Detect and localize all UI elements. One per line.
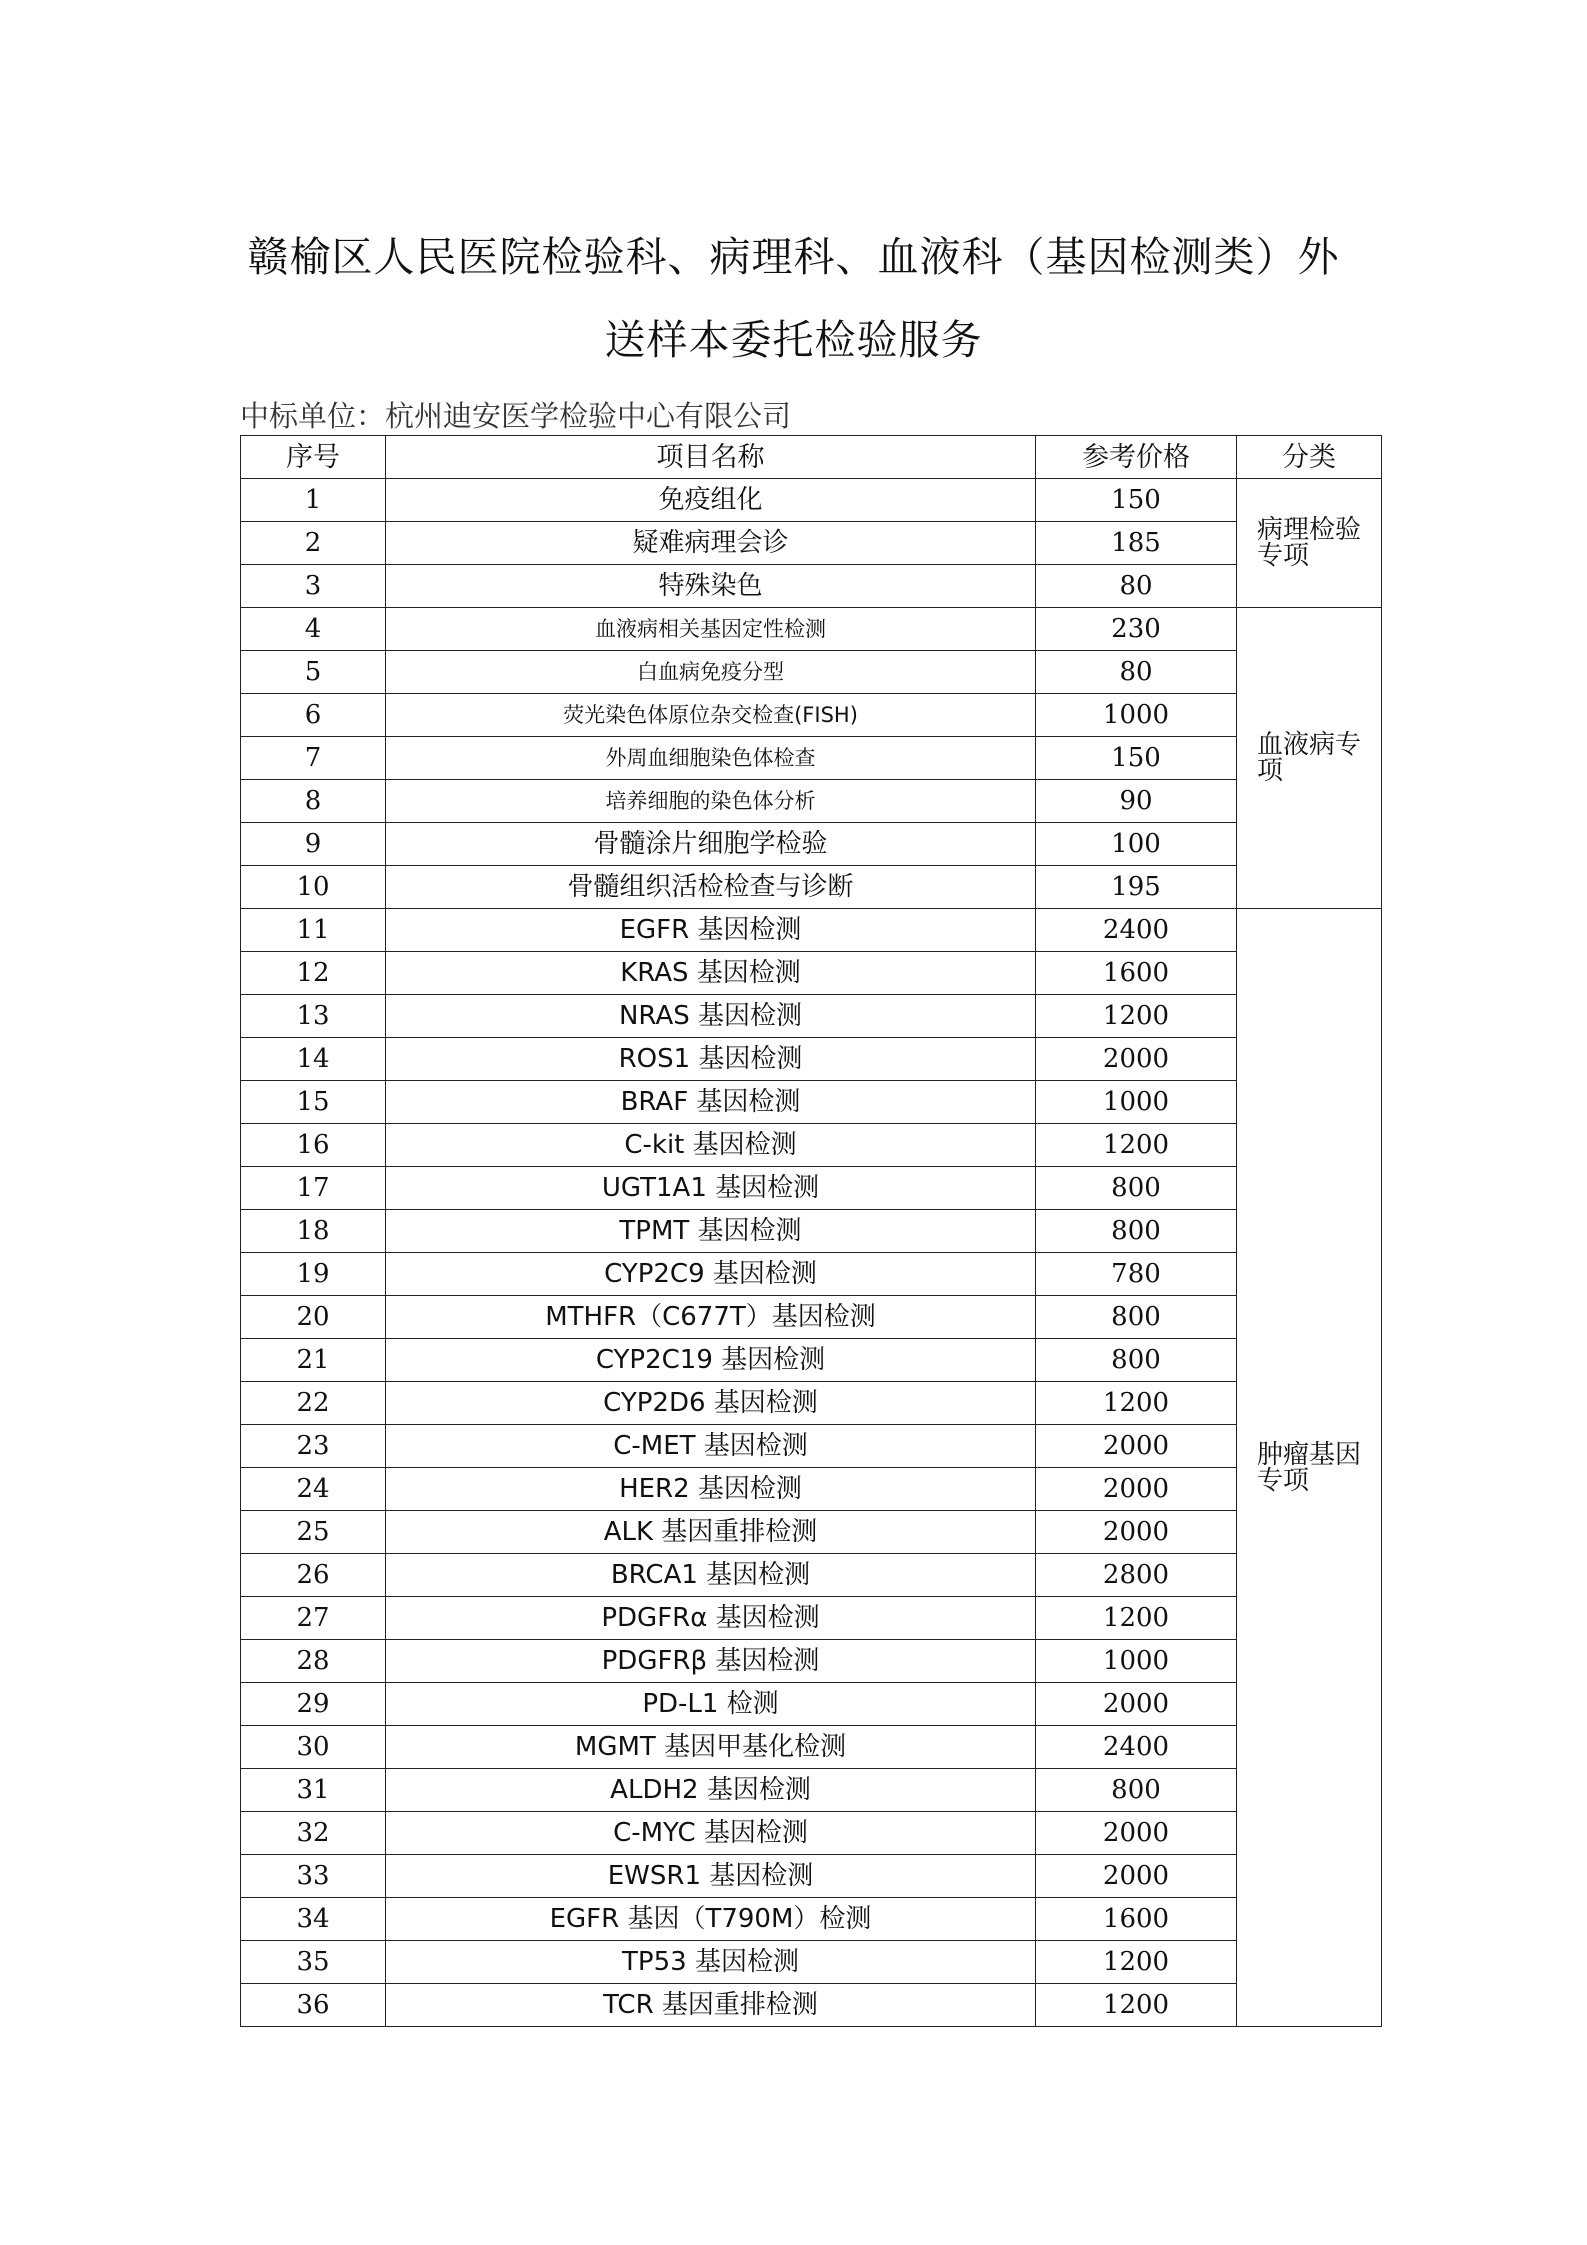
item-name: C-MYC 基因检测 [386,1812,1036,1855]
row-number: 7 [241,737,386,780]
category-cell [1237,608,1382,909]
reference-price: 80 [1036,565,1237,608]
row-number: 13 [241,995,386,1038]
item-name: 骨髓组织活检检查与诊断 [386,866,1036,909]
category-cell [1237,909,1382,2027]
reference-price: 2000 [1036,1468,1237,1511]
reference-price: 80 [1036,651,1237,694]
table-row [241,1511,1382,1554]
table-row [241,1984,1382,2027]
category-cell [1237,479,1382,608]
reference-price: 1000 [1036,1640,1237,1683]
item-name: 免疫组化 [386,479,1036,522]
table-row [241,1382,1382,1425]
table-row [241,1124,1382,1167]
item-name: EGFR 基因检测 [386,909,1036,952]
table-row [241,1339,1382,1382]
reference-price: 1200 [1036,1941,1237,1984]
table-row [241,1726,1382,1769]
reference-price: 1000 [1036,694,1237,737]
category-label: 血液病专项 [1257,730,1362,786]
reference-price: 1000 [1036,1081,1237,1124]
row-number: 8 [241,780,386,823]
item-name: 血液病相关基因定性检测 [386,608,1036,651]
table-row [241,565,1382,608]
reference-price: 90 [1036,780,1237,823]
header-no: 序号 [241,436,386,479]
reference-price: 230 [1036,608,1237,651]
row-number: 27 [241,1597,386,1640]
row-number: 35 [241,1941,386,1984]
row-number: 1 [241,479,386,522]
row-number: 36 [241,1984,386,2027]
item-name: 荧光染色体原位杂交检查(FISH) [386,694,1036,737]
table-row [241,694,1382,737]
header-name: 项目名称 [386,436,1036,479]
row-number: 34 [241,1898,386,1941]
reference-price: 150 [1036,737,1237,780]
item-name: TP53 基因检测 [386,1941,1036,1984]
table-header-row [241,436,1382,479]
reference-price: 800 [1036,1339,1237,1382]
table-row [241,1683,1382,1726]
item-name: CYP2D6 基因检测 [386,1382,1036,1425]
reference-price: 800 [1036,1769,1237,1812]
reference-price: 2400 [1036,1726,1237,1769]
table-row [241,1425,1382,1468]
table-row [241,909,1382,952]
item-name: MGMT 基因甲基化检测 [386,1726,1036,1769]
reference-price: 2000 [1036,1425,1237,1468]
row-number: 18 [241,1210,386,1253]
row-number: 31 [241,1769,386,1812]
reference-price: 2000 [1036,1855,1237,1898]
table-row [241,995,1382,1038]
table-row [241,1081,1382,1124]
item-name: NRAS 基因检测 [386,995,1036,1038]
reference-price: 2800 [1036,1554,1237,1597]
row-number: 4 [241,608,386,651]
item-name: PDGFRα 基因检测 [386,1597,1036,1640]
row-number: 32 [241,1812,386,1855]
item-name: PDGFRβ 基因检测 [386,1640,1036,1683]
reference-price: 800 [1036,1167,1237,1210]
reference-price: 2000 [1036,1812,1237,1855]
item-name: 培养细胞的染色体分析 [386,780,1036,823]
reference-price: 2000 [1036,1511,1237,1554]
item-name: ALK 基因重排检测 [386,1511,1036,1554]
table-row [241,823,1382,866]
reference-price: 800 [1036,1296,1237,1339]
item-name: BRCA1 基因检测 [386,1554,1036,1597]
category-label: 病理检验专项 [1257,515,1362,571]
reference-price: 2400 [1036,909,1237,952]
table-row [241,479,1382,522]
table-row [241,1941,1382,1984]
row-number: 22 [241,1382,386,1425]
reference-price: 1600 [1036,1898,1237,1941]
row-number: 30 [241,1726,386,1769]
item-name: BRAF 基因检测 [386,1081,1036,1124]
table-row [241,866,1382,909]
page-title-line-2: 送样本委托检验服务 [604,316,983,364]
table-row [241,737,1382,780]
table-row [241,1812,1382,1855]
reference-price: 185 [1036,522,1237,565]
row-number: 17 [241,1167,386,1210]
row-number: 3 [241,565,386,608]
item-name: 骨髓涂片细胞学检验 [386,823,1036,866]
item-name: 疑难病理会诊 [386,522,1036,565]
item-name: CYP2C19 基因检测 [386,1339,1036,1382]
reference-price: 1600 [1036,952,1237,995]
table-row [241,1210,1382,1253]
reference-price: 780 [1036,1253,1237,1296]
item-name: EWSR1 基因检测 [386,1855,1036,1898]
reference-price: 1200 [1036,1124,1237,1167]
table-row [241,780,1382,823]
row-number: 15 [241,1081,386,1124]
reference-price: 100 [1036,823,1237,866]
winning-bidder: 中标单位：杭州迪安医学检验中心有限公司 [240,399,792,433]
item-name: 白血病免疫分型 [386,651,1036,694]
table-row [241,1554,1382,1597]
row-number: 29 [241,1683,386,1726]
reference-price: 195 [1036,866,1237,909]
reference-price: 800 [1036,1210,1237,1253]
item-name: TCR 基因重排检测 [386,1984,1036,2027]
item-name: C-MET 基因检测 [386,1425,1036,1468]
row-number: 24 [241,1468,386,1511]
reference-price: 1200 [1036,1382,1237,1425]
item-name: 特殊染色 [386,565,1036,608]
table-row [241,1640,1382,1683]
row-number: 20 [241,1296,386,1339]
reference-price: 1200 [1036,995,1237,1038]
category-label: 肿瘤基因专项 [1257,1439,1362,1496]
table-row [241,1597,1382,1640]
item-name: KRAS 基因检测 [386,952,1036,995]
item-name: C-kit 基因检测 [386,1124,1036,1167]
row-number: 26 [241,1554,386,1597]
header-price: 参考价格 [1036,436,1237,479]
service-price-table [240,435,1382,2027]
row-number: 33 [241,1855,386,1898]
table-row [241,1038,1382,1081]
item-name: ROS1 基因检测 [386,1038,1036,1081]
item-name: UGT1A1 基因检测 [386,1167,1036,1210]
table-row [241,1898,1382,1941]
page-title-line-1: 赣榆区人民医院检验科、病理科、血液科（基因检测类）外 [247,233,1340,281]
row-number: 25 [241,1511,386,1554]
row-number: 23 [241,1425,386,1468]
item-name: PD-L1 检测 [386,1683,1036,1726]
row-number: 21 [241,1339,386,1382]
table-body [241,479,1382,2027]
reference-price: 150 [1036,479,1237,522]
table-row [241,1468,1382,1511]
reference-price: 2000 [1036,1038,1237,1081]
row-number: 5 [241,651,386,694]
table-row [241,1769,1382,1812]
row-number: 11 [241,909,386,952]
table-row [241,1253,1382,1296]
row-number: 14 [241,1038,386,1081]
table-row [241,1296,1382,1339]
item-name: TPMT 基因检测 [386,1210,1036,1253]
item-name: HER2 基因检测 [386,1468,1036,1511]
item-name: ALDH2 基因检测 [386,1769,1036,1812]
item-name: EGFR 基因（T790M）检测 [386,1898,1036,1941]
table-row [241,651,1382,694]
item-name: MTHFR（C677T）基因检测 [386,1296,1036,1339]
reference-price: 1200 [1036,1597,1237,1640]
table-row [241,1855,1382,1898]
row-number: 6 [241,694,386,737]
item-name: 外周血细胞染色体检查 [386,737,1036,780]
table-row [241,522,1382,565]
reference-price: 2000 [1036,1683,1237,1726]
row-number: 9 [241,823,386,866]
item-name: CYP2C9 基因检测 [386,1253,1036,1296]
row-number: 28 [241,1640,386,1683]
row-number: 10 [241,866,386,909]
row-number: 2 [241,522,386,565]
row-number: 12 [241,952,386,995]
reference-price: 1200 [1036,1984,1237,2027]
table-row [241,608,1382,651]
header-category: 分类 [1237,436,1382,479]
row-number: 19 [241,1253,386,1296]
table-row [241,1167,1382,1210]
table-row [241,952,1382,995]
row-number: 16 [241,1124,386,1167]
